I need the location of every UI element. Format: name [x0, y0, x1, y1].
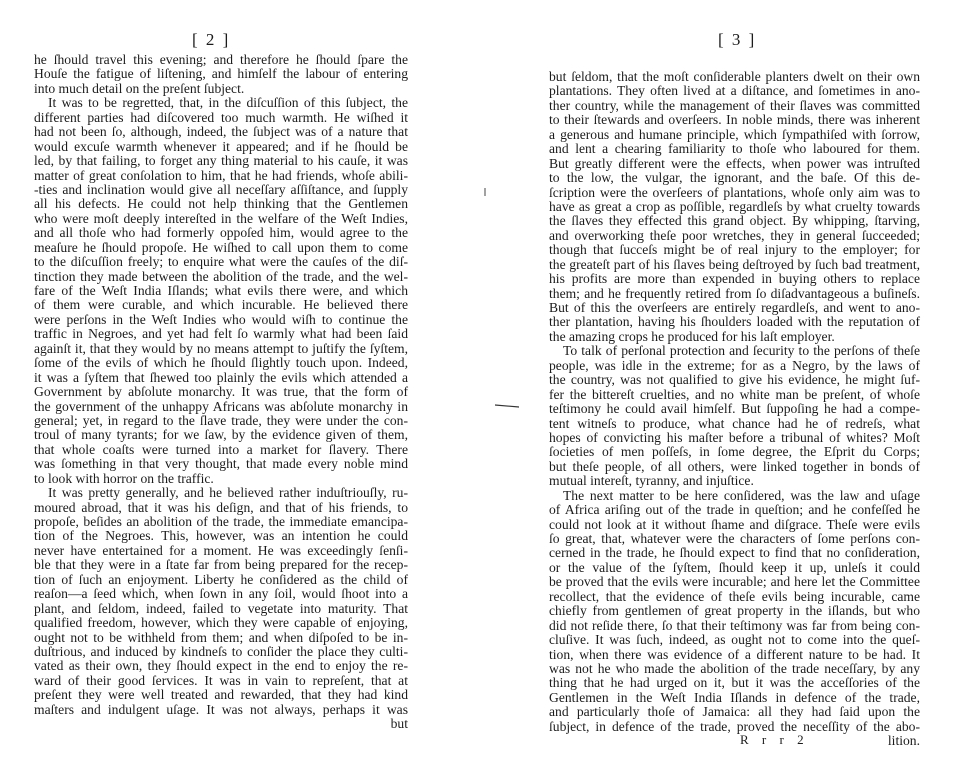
text-line: ſcription were the overſeers of plantations, whoſe only aim was to [549, 184, 920, 200]
text-line: Government by abſolute monarchy. It was true, that the form of [34, 384, 408, 400]
text-line: be proved that the evils were incurable; and here let the Committee [549, 574, 920, 590]
text-line: to the diſcuſſion freely; to enquire what were the cauſes of the diſ- [34, 254, 408, 270]
text-line: and overworking theſe poor wretches, they in general ſucceeded; [549, 227, 920, 243]
text-line: ther plantation, having his ſhoulders loaded with the reputation of [549, 314, 920, 330]
text-line: but theſe people, of all others, were linked together in bonds of [549, 458, 920, 474]
text-line: qualified freedom, however, which they were capable of enjoying, [34, 615, 408, 631]
text-line: but [390, 716, 408, 732]
left-page-number: [ 2 ] [192, 30, 231, 49]
text-line: recollect, that the evidence of theſe evils being incurable, came [549, 588, 920, 604]
text-line: to the low, the vulgar, the ignorant, and the baſe. Of this de- [549, 170, 920, 186]
text-line: chiefly from gentlemen of great property in the iſlands, but who [549, 603, 920, 619]
left-page-text [34, 53, 408, 732]
text-line: Gentlemen in the Weſt India Iſlands in defence of the trade, [549, 689, 920, 705]
signature-mark: R r r 2 [740, 732, 809, 747]
text-line: the government of the unhappy Africans was abſolute monarchy in [34, 398, 408, 414]
text-line: could not look at it without ſhame and diſgrace. Theſe were evils [549, 516, 920, 532]
text-line: the greateſt part of his ſlaves being deſtroyed by ſuch bad treatment, [549, 256, 920, 272]
text-line: to look with horror on the traffic. [34, 470, 214, 486]
right-page-text [549, 70, 920, 749]
text-line: was ſomething in that very thought, that made every noble mind [34, 456, 408, 472]
right-page-number: [ 3 ] [718, 30, 757, 49]
text-line: all his defects. He could not help thinking that the Gentlemen [34, 196, 408, 212]
text-line: ſocieties of men poſſeſs, in ſome degree, the Eſprit du Corps; [549, 444, 920, 460]
text-line: preſent they were well treated and rewarded, that they had kind [34, 687, 408, 703]
text-line: fer the bittereſt cruelties, and no white man be preſent, of whoſe [549, 386, 920, 402]
text-line: fare of the Weſt India Iſlands; what evils there were, and which [34, 283, 408, 298]
text-line: tinction they made between the abolition of the trade, and the wel- [34, 268, 408, 284]
text-line: ward of their good ſervices. It was in vain to repreſent, that at [34, 672, 408, 688]
text-line: of Africa ariſing out of the trade in queſtion; and he confeſſed he [549, 502, 920, 518]
text-line: the ſlaves they effected this grand object. By whipping, ſtarving, [549, 213, 920, 229]
text-line: that whole coaſts were turned into a market for ſlavery. There [34, 441, 408, 457]
text-line: tion of the Negroes. This, however, was an intention he could [34, 528, 408, 544]
text-line: general; yet, in regard to the ſlave trade, they were under the con- [34, 412, 408, 428]
text-line: of them were curable, and which incurable. He believed there [34, 297, 408, 313]
text-line: different parties had diſcovered too much warmth. He wiſhed it [34, 109, 408, 125]
text-line: it was a ſyſtem that ſhewed too plainly the evils which attended a [34, 369, 408, 385]
text-line: cerned in the trade, he ſhould expect to find that no conſideration, [549, 545, 920, 561]
text-line: cluſive. It was ſuch, indeed, as ought not to come into the queſ- [549, 632, 920, 648]
text-line: The next matter to be here conſidered, was the law and uſage [563, 487, 920, 503]
text-line: meaſure he ſhould propoſe. He wiſhed to call upon them to come [34, 239, 408, 255]
text-line: who were moſt deeply intereſted in the welfare of the Weſt Indies, [34, 210, 408, 226]
text-line: and particularly thoſe of Jamaica: all they had ſaid upon the [549, 704, 920, 720]
text-line: was not he who made the abolition of the trade neceſſary, by any [549, 660, 920, 676]
text-line: traffic in Negroes, and yet had felt ſo warmly what had been ſaid [34, 326, 408, 342]
text-line: tion, when there was evidence of a different nature to be had. It [549, 646, 920, 662]
text-line: a generous and humane principle, which ſympathiſed with ſorrow, [549, 126, 920, 142]
text-line: have as great a crop as poſſible, regardleſs by what cruelty towards [549, 198, 920, 214]
text-line: he ſhould travel this evening; and therefore he ſhould ſpare the [34, 52, 408, 67]
text-line: ther country, while the management of their ſlaves was committed [549, 97, 920, 113]
text-line: led, by that failing, to forget any thing material to his cauſe, it was [34, 153, 408, 169]
text-line: mutual intereſt, tyranny, and injuſtice. [549, 473, 754, 489]
text-line: plantations. They often lived at a diſtance, and ſometimes in ano- [549, 83, 920, 99]
text-line: To talk of perſonal protection and ſecurity to the perſons of theſe [563, 343, 920, 359]
text-line: But greatly different were the effects, when power was intruſted [549, 155, 920, 171]
text-line: tion of ſuch an enjoyment. Liberty he conſidered as the child of [34, 571, 408, 587]
text-line: into much detail on the preſent ſubject. [34, 80, 245, 96]
text-line: his profits are more than expended in buying others to replace [549, 271, 920, 287]
text-line: duſtrious, and induced by kindneſs to conſider the place they culti- [34, 643, 408, 659]
gutter-mark [482, 183, 488, 191]
text-line: did not reſide there, ſo that their teſtimony was far from being con- [549, 617, 920, 633]
text-line: ſo great, that, whatever were the characters of ſome perſons con- [549, 531, 920, 546]
text-line: lition. [887, 733, 920, 749]
text-line: to their ſtewards and overſeers. In noble minds, there was inherent [549, 112, 920, 128]
text-line: ought not to be withheld from them; and when diſpoſed to be in- [34, 629, 408, 645]
text-line: moured abroad, that it was his deſign, and that of his friends, to [34, 499, 408, 515]
text-line: It was to be regretted, that, in the diſcuſſion of this ſubject, the [48, 95, 408, 111]
text-line: people, was idle in the extreme; for as a Negro, by the laws of [549, 357, 920, 373]
gutter-dash [495, 395, 519, 399]
text-line: tent witneſs to produce, what chance had he of redreſs, what [549, 415, 920, 431]
text-line: but ſeldom, that the moſt conſiderable planters dwelt on their own [549, 69, 920, 84]
text-line: and lent a chearing familiarity to thoſe who laboured for them. [549, 141, 920, 157]
text-line: Houſe the fatigue of liſtening, and himſelf the labour of entering [34, 66, 408, 82]
text-line: maſters and indulgent uſage. It was not always, perhaps it was [34, 701, 408, 717]
text-line: matter of great conſolation to him, that he had friends, whoſe abili- [34, 167, 408, 183]
text-line: the country, was not qualified to give his evidence, he might ſuf- [549, 372, 920, 388]
text-line: vated as their own, they ſhould expect in the end to enjoy the re- [34, 658, 408, 674]
text-line: though that ſucceſs might be of real injury to the employer; for [549, 242, 920, 258]
text-line: -ties and inclination would give all neceſſary aſſiſtance, and ſupply [34, 181, 408, 197]
text-line: troul of many tyrants; for we ſaw, by the evidence given of them, [34, 427, 408, 443]
text-line: hopes of convicting his maſter before a tribunal of whites? Moſt [549, 429, 920, 445]
text-line: were perſons in the Weſt Indies who would wiſh to continue the [34, 311, 408, 327]
text-line: never have entertained for a moment. He was exceedingly ſenſi- [34, 542, 408, 558]
text-line: reaſon—a ſeed which, when ſown in any ſoil, would ſhoot into a [34, 586, 408, 602]
text-line: had not been ſo, although, indeed, the ſubject was of a nature that [34, 124, 408, 140]
text-line: propoſe, beſides an abolition of the trade, the immediate emancipa- [34, 514, 408, 529]
text-line: the amazing crops he produced for his laſt employer. [549, 328, 835, 344]
text-line: ſome of the evils of which he ſhould ſlightly touch upon. Indeed, [34, 355, 408, 371]
text-line: would excuſe warmth whenever it appeared; and if he ſhould be [34, 138, 408, 154]
text-line: them; and he frequently retired from ſo diſadvantageous a buſineſs. [549, 285, 920, 301]
text-line: and all thoſe who had formerly oppoſed him, would agree to the [34, 225, 408, 241]
text-line: teſtimony he could avail himſelf. But ſuppoſing he had a compe- [549, 401, 920, 417]
text-line: ſubject, in defence of the trade, proved the neceſſity of the abo- [549, 718, 920, 734]
text-line: thing that he had urged on it, but it was the acceſſories of the [549, 675, 920, 691]
text-line: plant, and ſeldom, indeed, failed to vegetate into maturity. That [34, 600, 408, 616]
text-line: or the value of the ſyſtem, ſhould keep it up, unleſs it could [549, 559, 920, 575]
text-line: It was pretty generally, and he believed rather induſtriouſly, ru- [48, 485, 408, 501]
text-line: againſt it, that they would by no means attempt to juſtify the ſyſtem, [34, 340, 408, 356]
text-line: But of this the overſeers are entirely regardleſs, and went to ano- [549, 300, 920, 315]
text-line: ble that they were in a ſtate far from being prepared for the recep- [34, 557, 408, 573]
